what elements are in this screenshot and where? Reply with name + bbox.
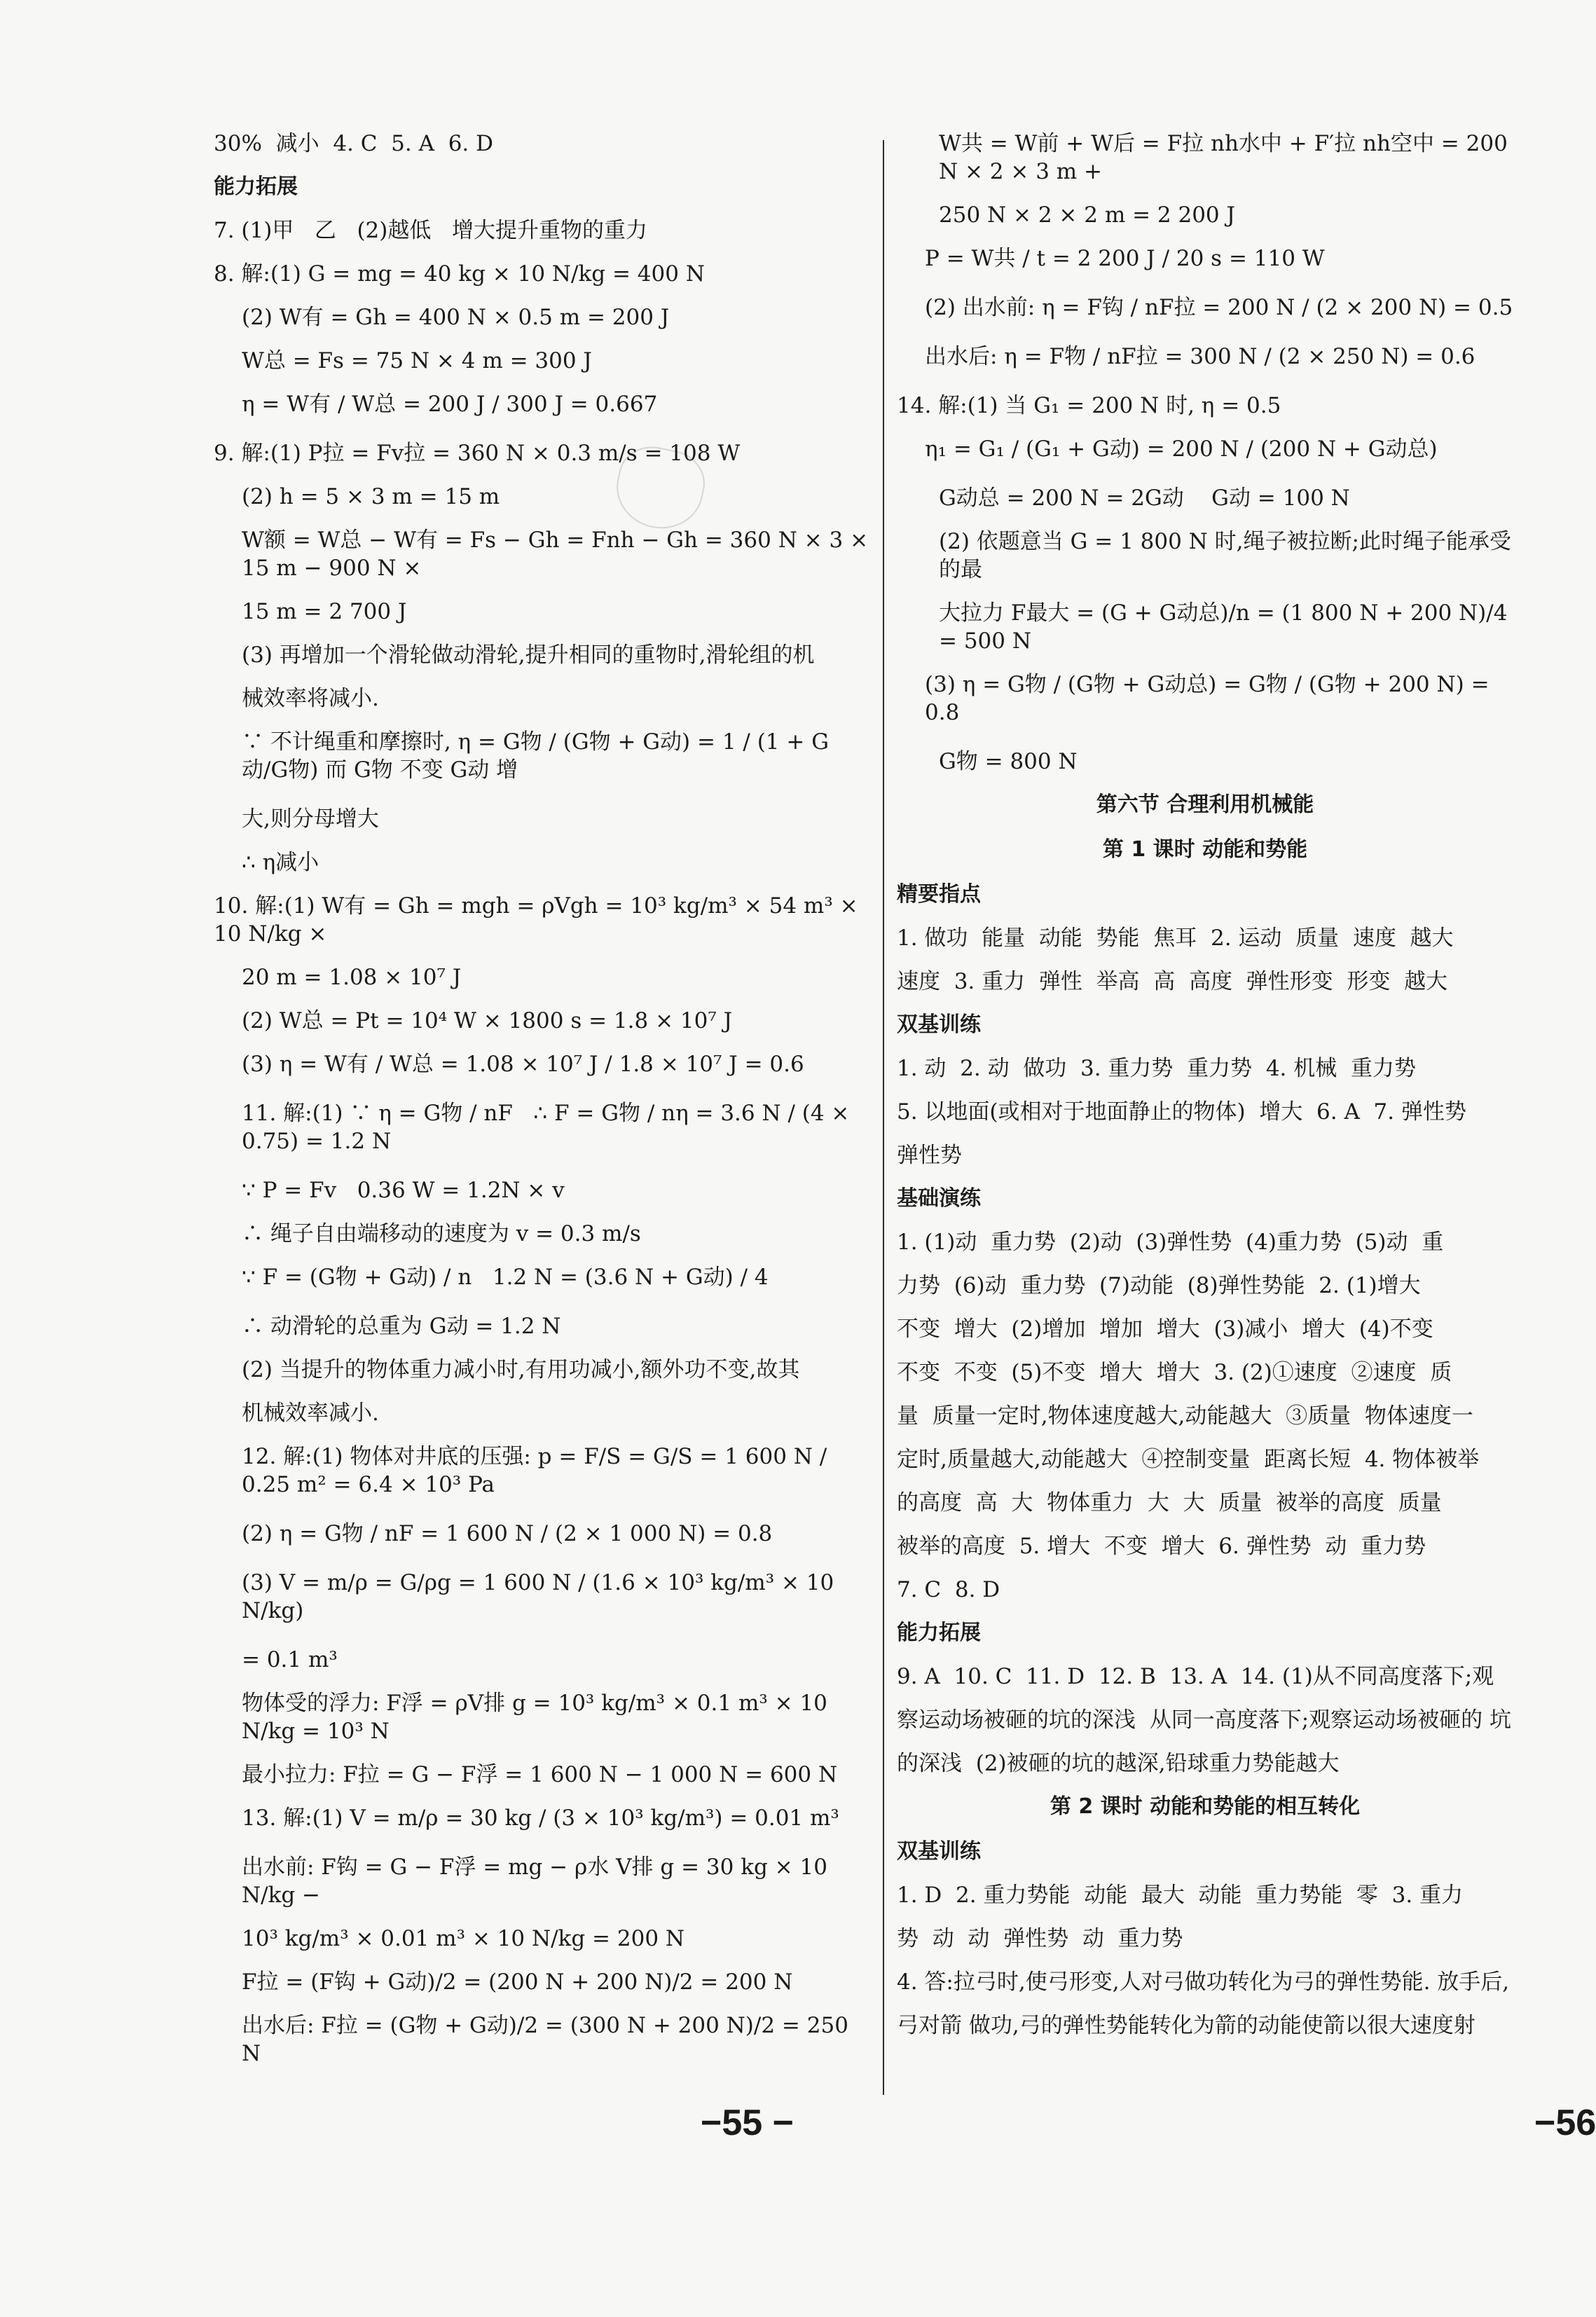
text-line: = 0.1 m³: [242, 1647, 338, 1672]
section-heading: 能力拓展: [897, 1621, 981, 1645]
text-line: ∴ η减小: [242, 850, 319, 875]
text-line: (3) η = G物 / (G物 + G动总) = G物 / (G物 + 200 N) = 0.8: [925, 672, 1497, 725]
text-line: 大,则分母增大: [242, 806, 379, 832]
text-line: P = W共 / t = 2 200 J / 20 s = 110 W: [925, 246, 1325, 271]
text-line: 11. 解:(1) ∵ η = G物 / nF ∴ F = G物 / nη = 3.6 N / (4 × 0.75) = 1.2 N: [242, 1101, 857, 1154]
text-line: 的高度 高 大 物体重力 大 大 质量 被举的高度 质量: [897, 1490, 1442, 1515]
text-line: 械效率将减小.: [242, 686, 379, 711]
text-line: 1. (1)动 重力势 (2)动 (3)弹性势 (4)重力势 (5)动 重: [897, 1230, 1444, 1255]
text-line: 30% 减小 4. C 5. A 6. D: [214, 131, 493, 156]
text-line: G动总 = 200 N = 2G动 G动 = 100 N: [939, 486, 1350, 511]
text-line: 定时,质量越大,动能越大 ④控制变量 距离长短 4. 物体被举: [897, 1447, 1480, 1472]
text-line: ∵ 不计绳重和摩擦时, η = G物 / (G物 + G动) = 1 / (1 + G动/G物) 而 G物 不变 G动 增: [242, 729, 829, 783]
page-number-right: −56: [1534, 2103, 1596, 2143]
text-line: G物 = 800 N: [939, 749, 1078, 774]
text-line: (2) 依题意当 G = 1 800 N 时,绳子被拉断;此时绳子能承受的最: [939, 529, 1511, 582]
text-line: (3) V = m/ρ = G/ρg = 1 600 N / (1.6 × 10³ kg/m³ × 10 N/kg): [242, 1570, 841, 1623]
text-line: 10. 解:(1) W有 = Gh = mgh = ρVgh = 10³ kg/m³ × 54 m³ × 10 N/kg ×: [214, 893, 865, 947]
text-line: 机械效率减小.: [242, 1401, 379, 1426]
text-line: F拉 = (F钩 + G动)/2 = (200 N + 200 N)/2 = 200 N: [242, 1969, 793, 1995]
text-line: (2) W总 = Pt = 10⁴ W × 1800 s = 1.8 × 10⁷ J: [242, 1008, 733, 1033]
section-heading: 第 2 课时 动能和势能的相互转化: [1050, 1794, 1361, 1819]
text-line: (2) h = 5 × 3 m = 15 m: [242, 484, 500, 509]
text-line: 不变 增大 (2)增加 增加 增大 (3)减小 增大 (4)不变: [897, 1316, 1433, 1342]
text-line: 的深浅 (2)被砸的坑的越深,铅球重力势能越大: [897, 1751, 1340, 1776]
text-line: 14. 解:(1) 当 G₁ = 200 N 时, η = 0.5: [897, 393, 1281, 418]
text-line: (3) 再增加一个滑轮做动滑轮,提升相同的重物时,滑轮组的机: [242, 642, 815, 668]
text-line: W共 = W前 + W后 = F拉 nh水中 + F′拉 nh空中 = 200 N × 2 × 3 m +: [939, 131, 1515, 184]
text-line: 10³ kg/m³ × 0.01 m³ × 10 N/kg = 200 N: [242, 1926, 685, 1951]
text-line: 最小拉力: F拉 = G − F浮 = 1 600 N − 1 000 N = 600 N: [242, 1762, 838, 1787]
section-heading: 第六节 合理利用机械能: [1096, 792, 1314, 817]
text-line: 察运动场被砸的坑的深浅 从同一高度落下;观察运动场被砸的 坑: [897, 1707, 1512, 1733]
text-line: 7. (1)甲 乙 (2)越低 增大提升重物的重力: [214, 218, 647, 243]
text-line: 250 N × 2 × 2 m = 2 200 J: [939, 202, 1235, 228]
text-line: ∴ 绳子自由端移动的速度为 v = 0.3 m/s: [242, 1221, 641, 1246]
text-line: ∵ F = (G物 + G动) / n 1.2 N = (3.6 N + G动) / 4: [242, 1265, 769, 1290]
text-line: 9. A 10. C 11. D 12. B 13. A 14. (1)从不同高度落下;观: [897, 1664, 1494, 1689]
column-divider: [883, 140, 884, 2095]
text-line: (2) 出水前: η = F钩 / nF拉 = 200 N / (2 × 200 N) = 0.5: [925, 295, 1513, 320]
text-line: 不变 不变 (5)不变 增大 增大 3. (2)①速度 ②速度 质: [897, 1360, 1452, 1385]
text-line: 7. C 8. D: [897, 1577, 1000, 1602]
text-line: 出水后: η = F物 / nF拉 = 300 N / (2 × 250 N) = 0.6: [925, 344, 1475, 369]
text-line: 势 动 动 弹性势 动 重力势: [897, 1926, 1183, 1951]
text-line: 大拉力 F最大 = (G + G动总)/n = (1 800 N + 200 N)/4 = 500 N: [939, 600, 1515, 654]
page-number-left: −55 −: [701, 2103, 794, 2143]
section-heading: 双基训练: [897, 1839, 981, 1864]
text-line: 弹性势: [897, 1143, 962, 1168]
text-line: ∴ 动滑轮的总重为 G动 = 1.2 N: [242, 1314, 561, 1339]
text-line: η₁ = G₁ / (G₁ + G动) = 200 N / (200 N + G动总): [925, 436, 1438, 462]
text-line: ∵ P = Fv 0.36 W = 1.2N × v: [242, 1178, 565, 1203]
section-heading: 精要指点: [897, 882, 981, 907]
text-line: 5. 以地面(或相对于地面静止的物体) 增大 6. A 7. 弹性势: [897, 1099, 1466, 1125]
text-line: 1. 动 2. 动 做功 3. 重力势 重力势 4. 机械 重力势: [897, 1056, 1416, 1081]
text-line: η = W有 / W总 = 200 J / 300 J = 0.667: [242, 392, 658, 417]
text-line: 13. 解:(1) V = m/ρ = 30 kg / (3 × 10³ kg/m³) = 0.01 m³: [242, 1806, 839, 1831]
text-line: 1. D 2. 重力势能 动能 最大 动能 重力势能 零 3. 重力: [897, 1883, 1464, 1908]
section-heading: 能力拓展: [214, 174, 298, 199]
text-line: (2) η = G物 / nF = 1 600 N / (2 × 1 000 N) = 0.8: [242, 1521, 773, 1546]
text-line: (2) W有 = Gh = 400 N × 0.5 m = 200 J: [242, 305, 670, 330]
text-line: 1. 做功 能量 动能 势能 焦耳 2. 运动 质量 速度 越大: [897, 926, 1454, 951]
text-line: 被举的高度 5. 增大 不变 增大 6. 弹性势 动 重力势: [897, 1534, 1426, 1559]
text-line: 量 质量一定时,物体速度越大,动能越大 ③质量 物体速度一: [897, 1403, 1473, 1429]
text-line: 15 m = 2 700 J: [242, 599, 407, 624]
text-line: 弓对箭 做功,弓的弹性势能转化为箭的动能使箭以很大速度射: [897, 2013, 1475, 2038]
text-line: W额 = W总 − W有 = Fs − Gh = Fnh − Gh = 360 N × 3 × 15 m − 900 N ×: [242, 528, 875, 581]
left-column: [214, 130, 875, 2083]
text-line: 力势 (6)动 重力势 (7)动能 (8)弹性势能 2. (1)增大: [897, 1273, 1421, 1298]
text-line: 12. 解:(1) 物体对井底的压强: p = F/S = G/S = 1 600 N / 0.25 m² = 6.4 × 10³ Pa: [242, 1444, 834, 1497]
section-heading: 双基训练: [897, 1012, 981, 1037]
text-line: (2) 当提升的物体重力减小时,有用功减小,额外功不变,故其: [242, 1357, 800, 1382]
text-line: 20 m = 1.08 × 10⁷ J: [242, 965, 462, 990]
text-line: 8. 解:(1) G = mg = 40 kg × 10 N/kg = 400 N: [214, 261, 705, 287]
text-line: (3) η = W有 / W总 = 1.08 × 10⁷ J / 1.8 × 10⁷ J = 0.6: [242, 1052, 804, 1077]
section-heading: 第 1 课时 动能和势能: [1102, 837, 1308, 862]
text-line: 物体受的浮力: F浮 = ρV排 g = 10³ kg/m³ × 0.1 m³ × 10 N/kg = 10³ N: [242, 1691, 834, 1744]
text-line: 4. 答:拉弓时,使弓形变,人对弓做功转化为弓的弹性势能. 放手后,: [897, 1969, 1510, 1995]
text-line: W总 = Fs = 75 N × 4 m = 300 J: [242, 348, 592, 373]
text-line: 出水前: F钩 = G − F浮 = mg − ρ水 V排 g = 30 kg × 10 N/kg −: [242, 1855, 834, 1908]
right-column: [897, 130, 1513, 2055]
text-line: 速度 3. 重力 弹性 举高 高 高度 弹性形变 形变 越大: [897, 969, 1448, 994]
text-line: 出水后: F拉 = (G物 + G动)/2 = (300 N + 200 N)/2 = 250 N: [242, 2013, 855, 2066]
section-heading: 基础演练: [897, 1186, 981, 1211]
text-line: 9. 解:(1) P拉 = Fv拉 = 360 N × 0.3 m/s = 108 W: [214, 441, 741, 466]
